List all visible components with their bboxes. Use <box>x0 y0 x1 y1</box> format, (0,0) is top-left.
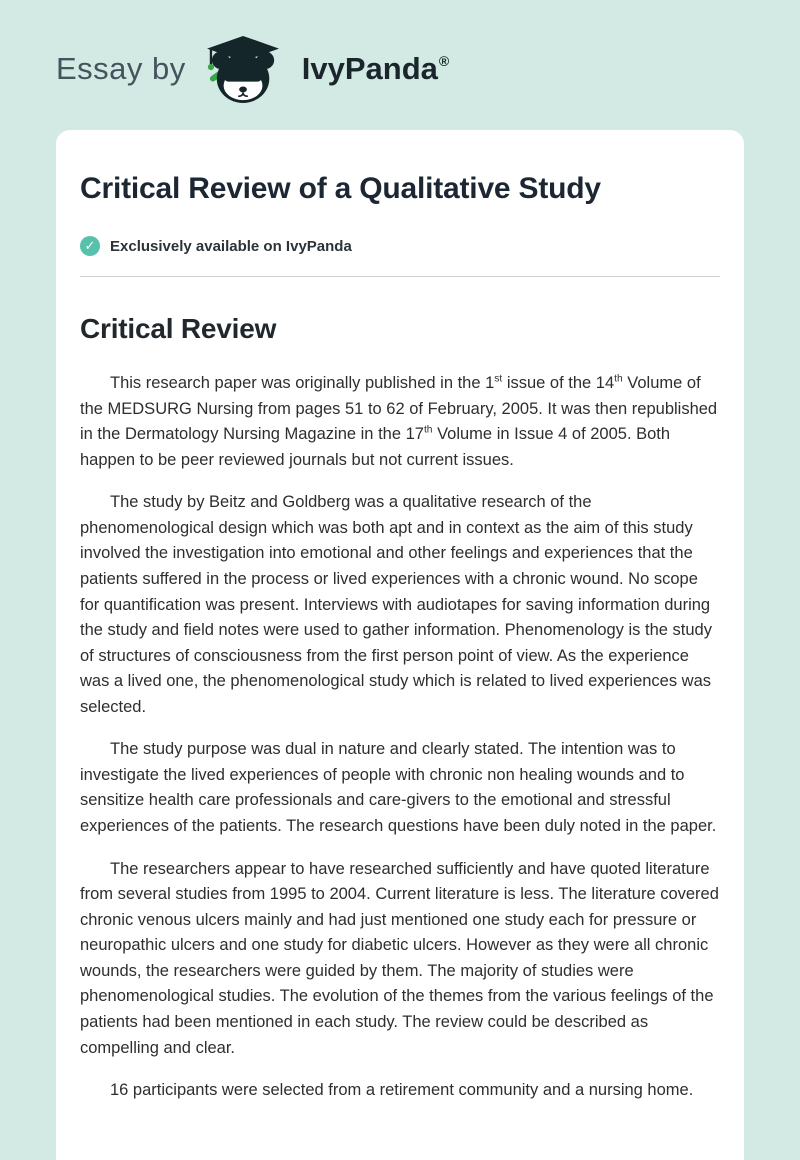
paragraph: The study purpose was dual in nature and clearly stated. The intention was to investigate the lived experiences of people with chronic non healing wounds and to sensitize health care professionals and care-givers to the emotional and stressful experiences of the patients. The research questions have been duly noted in the paper. <box>80 740 717 835</box>
page-title: Critical Review of a Qualitative Study <box>80 172 601 205</box>
section-heading: Critical Review <box>80 313 277 344</box>
article-body <box>80 371 720 1104</box>
site-header <box>0 0 800 128</box>
brand-name <box>302 51 449 87</box>
paragraph: The study by Beitz and Goldberg was a qualitative research of the phenomenological design which was both apt and in context as the aim of this study involved the investigation into emotional and other feelings and experiences that the patients suffered in the process or lived experiences with a chronic wound. No scope for quantification was present. Interviews with audiotapes for saving information during the study and field notes were used to gather information. Phenomenology is the study of structures of consciousness from the first person point of view. As the experience was a lived one, the phenomenological study which is related to lived experiences was selected. <box>80 493 712 716</box>
paragraph: The researchers appear to have researched sufficiently and have quoted literature from several studies from 1995 to 2004. Current literature is less. The literature covered chronic venous ulcers mainly and had just mentioned one study each for pressure or neuropathic ulcers and one study for diabetic ulcers. However as they were all chronic wounds, the researchers were guided by them. The majority of studies were phenomenological studies. The evolution of the themes from the various feelings of the patients had been mentioned in each study. The review could be described as compelling and clear. <box>80 859 719 1057</box>
divider <box>80 276 720 277</box>
availability-label: Exclusively available on IvyPanda <box>110 237 352 255</box>
availability-badge <box>80 236 720 256</box>
check-icon: ✓ <box>80 236 100 256</box>
ivypanda-logo-icon <box>202 34 286 104</box>
paragraph: 16 participants were selected from a retirement community and a nursing home. <box>110 1081 694 1100</box>
brand-text: IvyPanda <box>301 51 438 86</box>
registered-mark: ® <box>438 53 450 69</box>
paragraph: This research paper was originally published in the 1st issue of the 14th Volume of the MEDSURG Nursing from pages 51 to 62 of February, 2005. It was then republished in the Dermatology Nursing Magazine in the 17th Volume in Issue 4 of 2005. Both happen to be peer reviewed journals but not current issues. <box>80 373 718 469</box>
essay-by-label: Essay by <box>56 51 186 86</box>
content-card <box>56 130 744 1160</box>
